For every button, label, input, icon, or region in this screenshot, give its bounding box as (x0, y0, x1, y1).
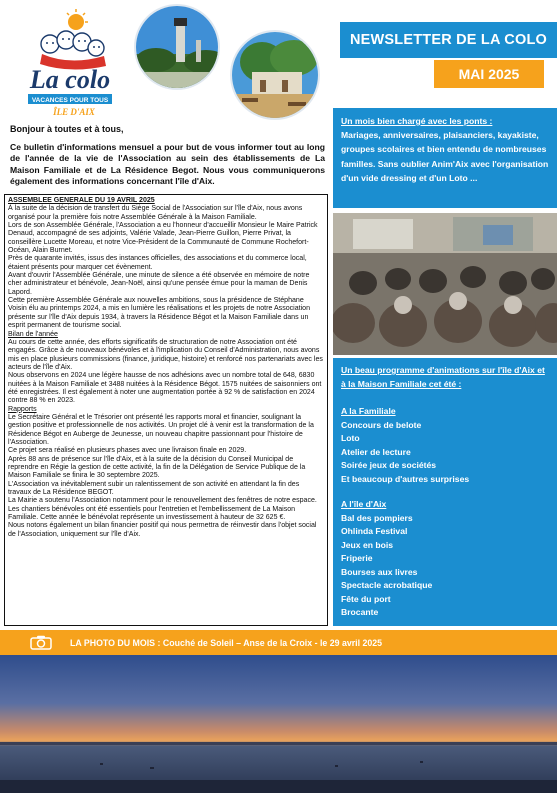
list-item: Spectacle acrobatique (341, 580, 433, 590)
list-item: Brocante (341, 607, 379, 617)
article-paragraph: Ce projet sera réalisé en plusieurs phases avec une livraison finale en 2029. (8, 447, 247, 455)
article-paragraph: Lors de son Assemblée Générale, l'Association a eu l'honneur d'accueillir Monsieur le Maire Patrick Denaud, accompagné de ses adjoints, Valérie Valade, Jean-Pierre Guillon, Pierre Privat, la conseillère Lucette Moreau, et notre Vice-Président de la Communauté de Commune Rochefort-Océan, Alain Burnet. (8, 222, 318, 255)
newsletter-title: NEWSLETTER DE LA COLO (340, 22, 557, 58)
article-paragraph: L'Association va inévitablement subir un ralentissement de son activité en attendant la fin des travaux de La Résidence BEGOT. (8, 480, 300, 497)
list-item: Jeux en bois (341, 539, 394, 550)
list-item: Et beaucoup d'autres surprises (341, 473, 470, 484)
intro-section (10, 124, 325, 193)
article-paragraph: Au cours de cette année, des efforts significatifs de structuration de notre Association ont été engagés. Grâce à de nouveaux bénévoles et à l'implication du Conseil d'Administration, nous avons mis en place plusieurs commissions (finance, juridique, histoire) et renforcé nos partenariats avec les acteurs de l'île d'Aix. (8, 338, 323, 371)
article-paragraph: La Mairie a soutenu l'Association notamment pour le renouvellement des fenêtres de notre espace. Les chantiers bénévoles ont été essentiels pour l'entretien et l'embellissement de La Maison Familiale. Cette année le bénévolat représente un investissement à hauteur de 32 625 €. (8, 497, 317, 522)
article-paragraph: Près de quarante invités, issus des instances officielles, des associations et du commerce local, étaient présents pour marquer cet évènement. (8, 255, 307, 271)
photo-of-month-bar (0, 630, 557, 655)
list-item: Soirée jeux de sociétés (341, 460, 437, 470)
ile-daix-section-title: A l'île d'Aix (341, 499, 387, 509)
familiale-section-title: A la Familiale (341, 406, 396, 416)
summer-program-box (333, 358, 557, 626)
list-item: Atelier de lecture (341, 446, 411, 457)
list-item: Concours de belote (341, 419, 422, 430)
article-title: ASSEMBLEE GENERALE DU 19 AVRIL 2025 (8, 197, 155, 204)
sunset-photo (0, 655, 557, 793)
article-paragraph: Nous notons également un bilan financier positif qui nous permettra de réinvestir dans l'objet social de l'Association, uniquement sur l'île d'Aix. (8, 522, 317, 538)
list-item: Loto (341, 433, 360, 443)
article-paragraph: Avant d'ouvrir l'Assemblée Générale, une minute de silence a été observée en mémoire de notre cher administrateur et bénévole, Jean-Noël, ainsi qu'une pensée émue pour la maman de Denis Lapord. (8, 272, 310, 296)
article-subheading: Bilan de l'année (8, 330, 58, 338)
ile-daix-activity-list (341, 512, 549, 620)
article-subheading: Rapports (8, 405, 37, 413)
assembly-room-photo (333, 213, 557, 355)
list-item: Bal des pompiers (341, 512, 413, 523)
logo-title: La colo (29, 65, 111, 94)
article-paragraph: Le Secrétaire Général et le Trésorier ont présenté les rapports moral et financier, soulignant la gestion positive et professionnelle de nos activités. Un projet clé à venir est la transformation de la Résidence Bégot en Auberge de Jeunesse, un nouveau chapitre passionnant pour l'histoire de l'Association. (8, 413, 314, 446)
intro-greeting: Bonjour à toutes et à tous, (10, 124, 124, 134)
familiale-activity-list (341, 419, 549, 487)
issue-date: MAI 2025 (434, 60, 544, 88)
article-paragraph: À la suite de la décision de transfert du Siège Social de l'Association sur l'île d'Aix, nous avons organisé pour la première fois notre Assemblée Générale à la Maison Familiale. (8, 205, 303, 221)
article-paragraph: Nous observons en 2024 une légère hausse de nos adhésions avec un nombre total de 648, 6830 nuitées à la Maison Familiale et 3488 nuitées à la Résidence Bégot. 1575 nuitées de saisonniers ont été enregistrées. Il est également à noter une augmentation portée à 92 % de satisfaction en 2024 contre 88 % en 2023. (8, 372, 322, 405)
busy-month-box (333, 108, 557, 208)
general-assembly-article (4, 194, 328, 626)
garden-terrace-photo (230, 30, 320, 120)
camera-icon (30, 635, 52, 650)
la-colo-logo (14, 8, 126, 120)
list-item: Bourses aux livres (341, 566, 418, 577)
list-item: Fête du port (341, 593, 391, 604)
busy-month-body: Mariages, anniversaires, plaisanciers, kayakiste, groupes scolaires et bien entendu de nombreuses familles. Sans oublier Anim'Aix avec l'organisation d'un vide dressing et d'un Loto ... (341, 130, 549, 183)
logo-place: ÎLE D'AIX (53, 107, 95, 117)
article-paragraph: Cette première Assemblée Générale aux nouvelles ambitions, sous la présidence de Stéphane Voisin élu au printemps 2024, a mis en lumière les réalisations et les projets de notre Association présente sur l'île d'Aix depuis 1934, à travers la Résidence Bégot et la Maison Familiale dans un esprit permanent de tourisme social. (8, 297, 311, 330)
summer-program-headline: Un beau programme d'animations sur l'île d'Aix et à la Maison Familiale cet été : (341, 365, 545, 389)
intro-body: Ce bulletin d'informations mensuel a pour but de vous informer tout au long de l'année de la vie de l'Association au sein des établissements de La Maison Familiale et de La Résidence Begot. Nous vous communiquerons également des informations concernant l'île d'Aix. (10, 142, 325, 186)
article-paragraph: Après 88 ans de présence sur l'île d'Aix, et à la suite de la décision du Conseil Municipal de reprendre en Régie la gestion de cette activité, la fin de la Délégation de Service Publique de la Maison Familiale se finira le 30 septembre 2025. (8, 455, 306, 480)
list-item: Friperie (341, 553, 373, 563)
lighthouse-photo (134, 4, 220, 90)
newsletter-header (0, 0, 557, 120)
busy-month-headline: Un mois bien chargé avec les ponts : (341, 116, 493, 126)
list-item: Ohlinda Festival (341, 526, 408, 536)
logo-tagline: VACANCES POUR TOUS (31, 97, 109, 104)
photo-of-month-caption: LA PHOTO DU MOIS : Couché de Soleil – Anse de la Croix - le 29 avril 2025 (70, 637, 383, 648)
